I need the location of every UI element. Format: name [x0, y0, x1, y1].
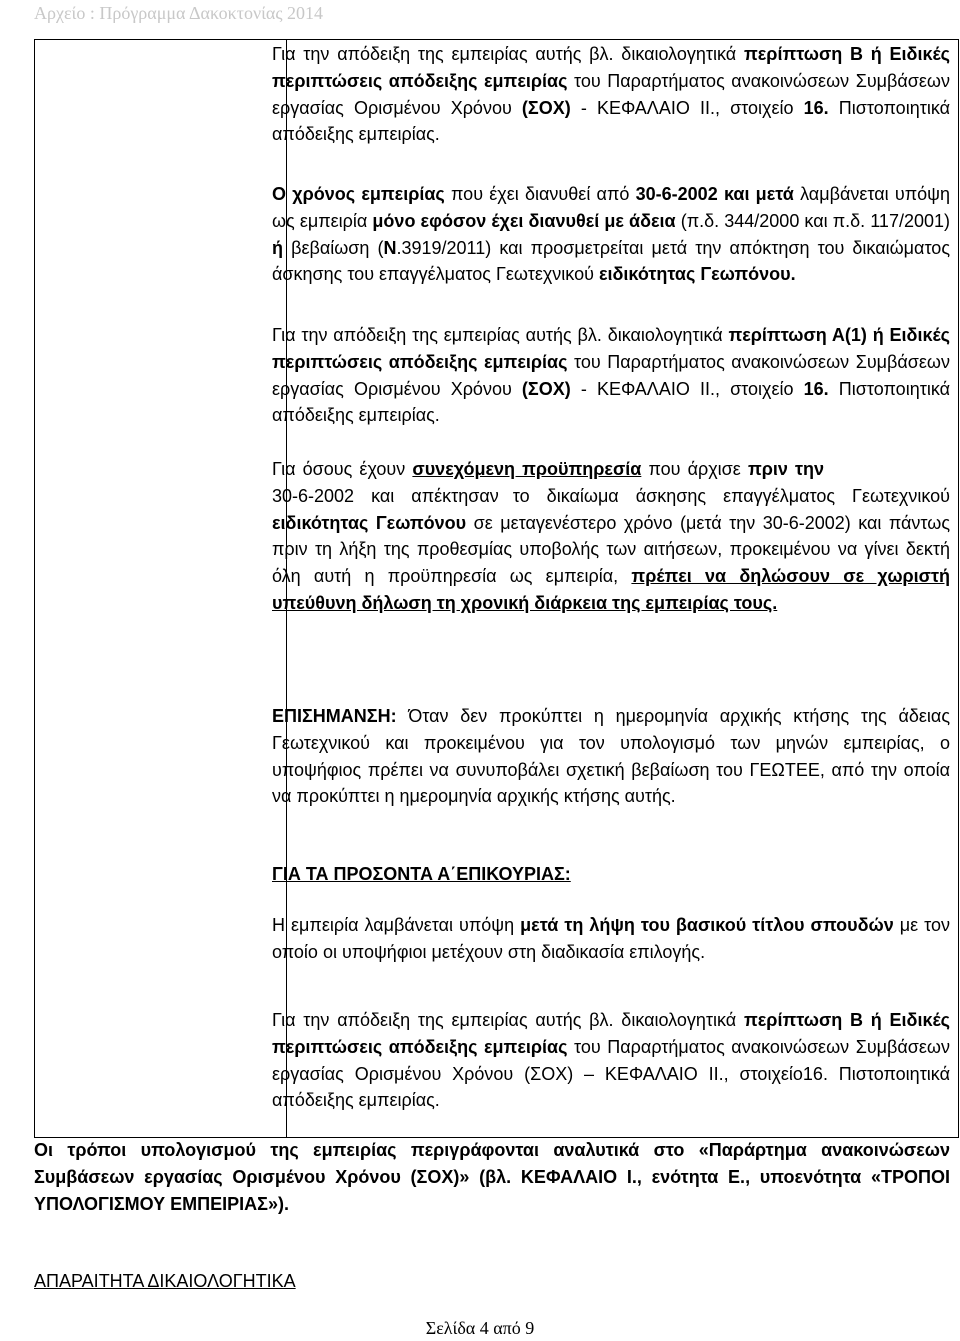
paragraph-experience-time: Ο χρόνος εμπειρίας που έχει διανυθεί από 30-6-2002 και μετά λαμβάνεται υπόψη ως εμπειρία μόνο εφόσον έχει διανυθεί με άδεια (π.δ. 344/2000 και π.δ. 117/2001) ή βεβαίωση (Ν.3919/2011) και προσμετρείται μετά την απόκτηση του δικαιώματος άσκησης του επαγγέλματος Γεωτεχνικού ειδικότητας Γεωπόνου.	[272, 184, 950, 285]
paragraph-proof-b: Για την απόδειξη της εμπειρίας αυτής βλ. δικαιολογητικά περίπτωση Β ή Ειδικές περιπτώσεις απόδειξης εμπειρίας του Παραρτήματος ανακοινώσεων Συμβάσεων εργασίας Ορισμένου Χρόνου (ΣΟΧ) - ΚΕΦΑΛΑΙΟ ΙΙ., στοιχείο 16. Πιστοποιητικά απόδειξης εμπειρίας.	[272, 44, 951, 145]
page-number: Σελίδα 4 από 9	[425, 1318, 535, 1338]
paragraph-proof-a1: Για την απόδειξη της εμπειρίας αυτής βλ. δικαιολογητικά περίπτωση Α(1) ή Ειδικές περιπτώσεις απόδειξης εμπειρίας του Παραρτήματος ανακοινώσεων Συμβάσεων εργασίας Ορισμένου Χρόνου (ΣΟΧ) - ΚΕΦΑΛΑΙΟ ΙΙ., στοιχείο 16. Πιστοποιητικά απόδειξης εμπειρίας.	[272, 325, 951, 426]
paragraph-continuous-service: Για όσους έχουν συνεχόμενη προϋπηρεσία που άρχισε πριν την30-6-2002 και απέκτησαν το δικαίωμα άσκησης επαγγέλματος Γεωτεχνικού ειδικότητας Γεωπόνου σε μεταγενέστερο χρόνο (μετά την 30-6-2002) και πάντως πριν τη λήξη της προθεσμίας υποβολής των αιτήσεων, προκειμένου να γίνει δεκτή όλη αυτή η προϋπηρεσία ως εμπειρία, πρέπει να δηλώσουν σε χωριστή υπεύθυνη δήλωση τη χρονική διάρκεια της εμπειρίας τους.	[272, 459, 951, 613]
heading-epikourias: ΓΙΑ ΤΑ ΠΡΟΣΟΝΤΑ Α΄ΕΠΙΚΟΥΡΙΑΣ:	[272, 864, 571, 884]
paragraph-proof-b-2: Για την απόδειξη της εμπειρίας αυτής βλ. δικαιολογητικά περίπτωση Β ή Ειδικές περιπτώσεις απόδειξης εμπειρίας του Παραρτήματος ανακοινώσεων Συμβάσεων εργασίας Ορισμένου Χρόνου (ΣΟΧ) – ΚΕΦΑΛΑΙΟ ΙΙ., στοιχείο16. Πιστοποιητικά απόδειξης εμπειρίας.	[272, 1010, 950, 1111]
section-title-required-documents: ΑΠΑΡΑΙΤΗΤΑ ΔΙΚΑΙΟΛΟΓΗΤΙΚΑ	[34, 1271, 296, 1291]
document-header: Αρχείο : Πρόγραμμα Δακοκτονίας 2014	[34, 3, 323, 23]
paragraph-calculation-methods: Οι τρόποι υπολογισμού της εμπειρίας περιγράφονται αναλυτικά στο «Παράρτημα ανακοινώσεων Συμβάσεων εργασίας Ορισμένου Χρόνου (ΣΟΧ)» (βλ. ΚΕΦΑΛΑΙΟ Ι., ενότητα Ε., υποενότητα «ΤΡΟΠΟΙ ΥΠΟΛΟΓΙΣΜΟΥ ΕΜΠΕΙΡΙΑΣ»).	[34, 1140, 950, 1214]
paragraph-notice: ΕΠΙΣΗΜΑΝΣΗ: Όταν δεν προκύπτει η ημερομηνία αρχικής κτήσης της άδειας Γεωτεχνικού και προκειμένου για τον υπολογισμό των μηνών εμπειρίας, ο υποψήφιος πρέπει να συνυποβάλει σχετική βεβαίωση του ΓΕΩΤΕΕ, από την οποία να προκύπτει η ημερομηνία αρχικής κτήσης αυτής.	[272, 706, 950, 807]
paragraph-degree-experience: Η εμπειρία λαμβάνεται υπόψη μετά τη λήψη του βασικού τίτλου σπουδών με τον οποίο οι υποψήφιοι μετέχουν στη διαδικασία επιλογής.	[272, 915, 951, 962]
